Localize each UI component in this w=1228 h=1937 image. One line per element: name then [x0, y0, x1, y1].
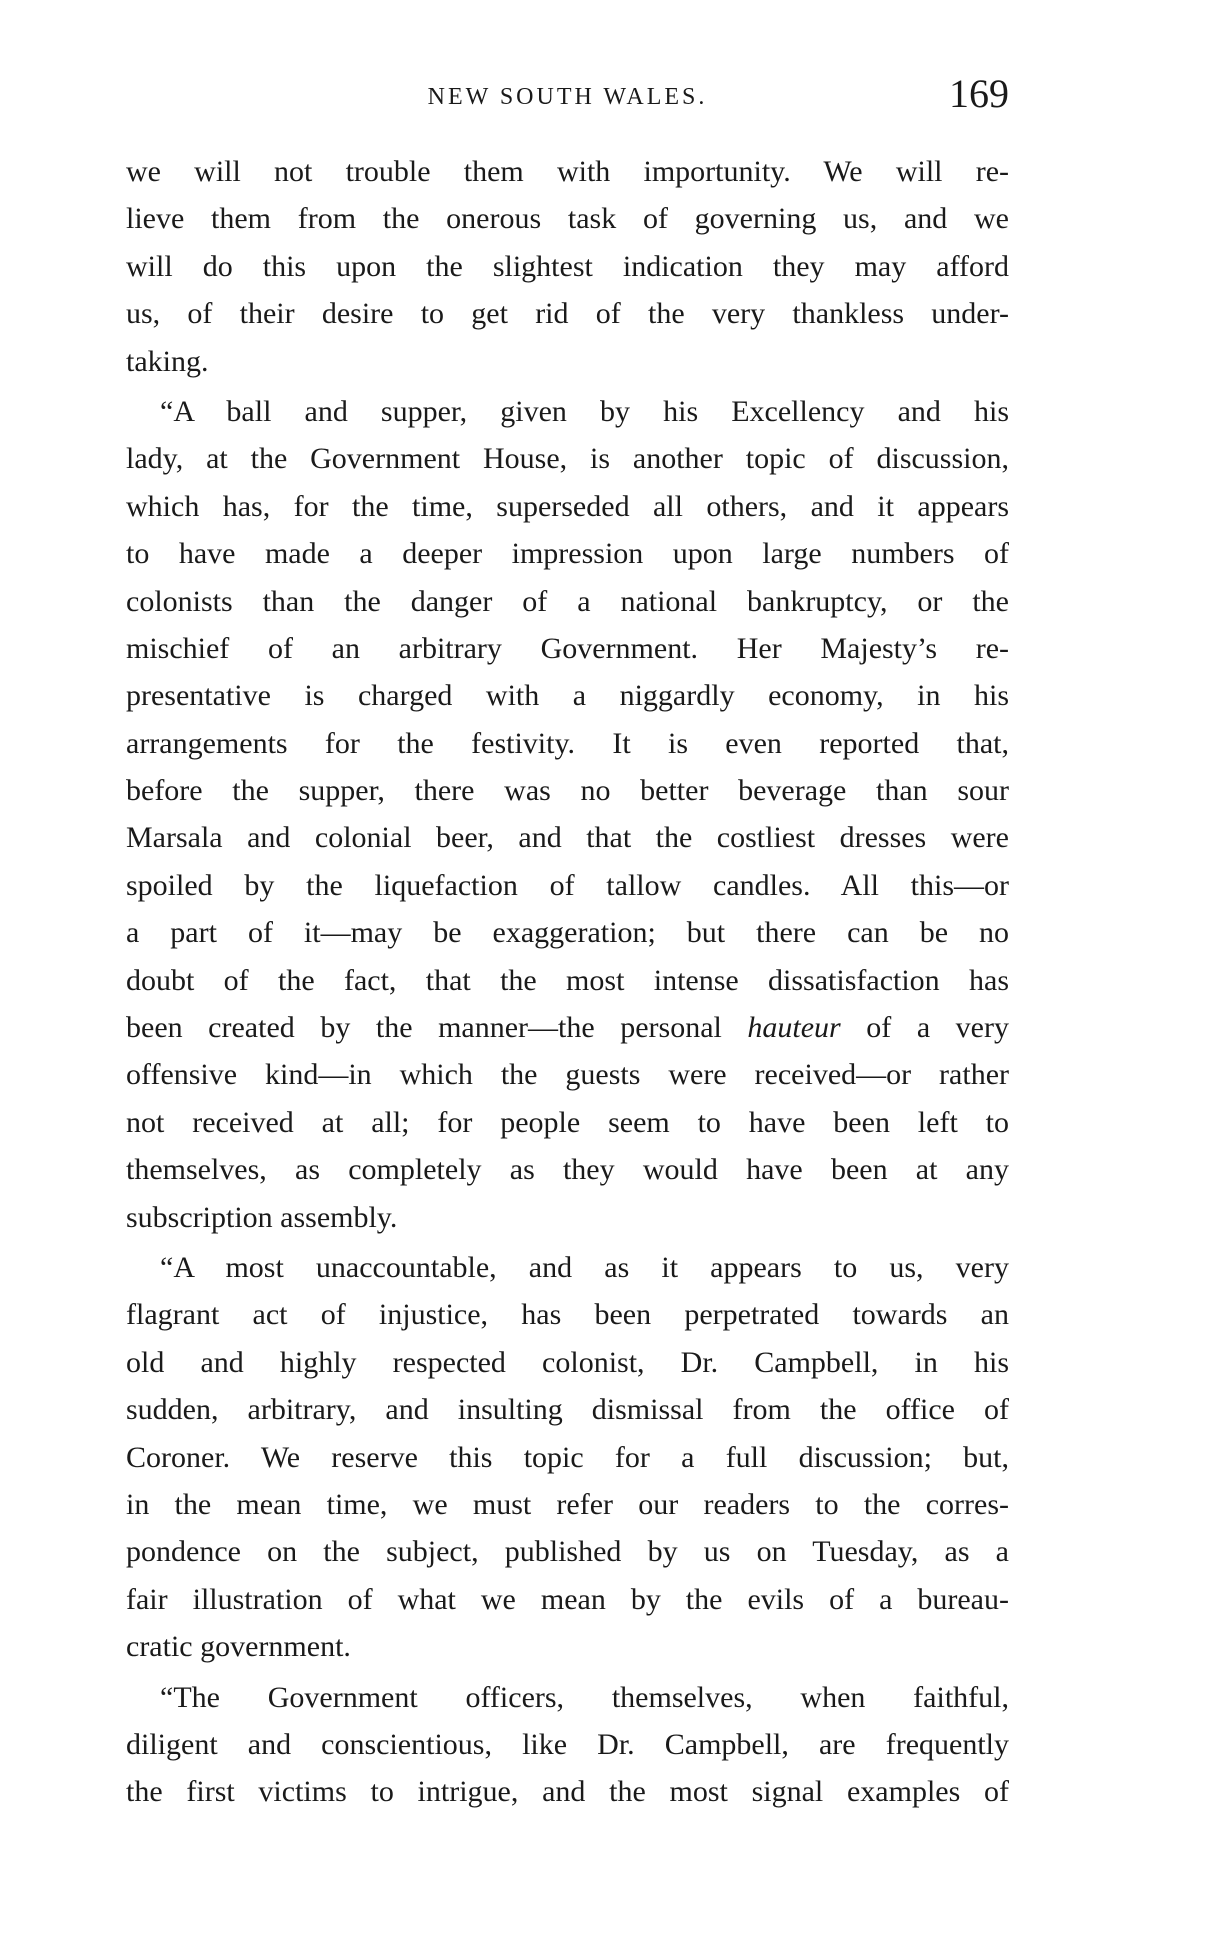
text-line: been created by the manner—the personal hauteur of a very — [126, 1011, 1009, 1045]
running-head — [126, 70, 1009, 120]
text-line: pondence on the subject, published by us on Tuesday, as a — [126, 1535, 1009, 1569]
text-line: the first victims to intrigue, and the most signal examples of — [126, 1775, 1009, 1809]
text-line: doubt of the fact, that the most intense dissatisfaction has — [126, 963, 1009, 997]
page-number: 169 — [949, 71, 1009, 116]
text-line: us, of their desire to get rid of the very thankless under- — [126, 297, 1009, 331]
text-line: subscription assembly. — [126, 1200, 398, 1234]
text-line: Marsala and colonial beer, and that the costliest dresses were — [126, 821, 1009, 855]
paragraph — [126, 388, 1009, 1241]
text-line: not received at all; for people seem to have been left to — [126, 1105, 1009, 1139]
text-line: spoiled by the liquefaction of tallow candles. All this—or — [126, 868, 1009, 902]
text-line: to have made a deeper impression upon large numbers of — [126, 537, 1009, 571]
text-line: lieve them from the onerous task of governing us, and we — [126, 202, 1009, 236]
paragraph — [126, 1244, 1009, 1671]
text-line: “A most unaccountable, and as it appears to us, very — [160, 1250, 1009, 1284]
text-line: “A ball and supper, given by his Excellency and his — [160, 394, 1009, 428]
text-line: in the mean time, we must refer our readers to the corres- — [126, 1487, 1009, 1521]
paragraph — [126, 1674, 1009, 1816]
text-line: old and highly respected colonist, Dr. Campbell, in his — [126, 1345, 1009, 1379]
paragraph — [126, 148, 1009, 385]
text-line: taking. — [126, 344, 209, 378]
text-line: themselves, as completely as they would have been at any — [126, 1153, 1009, 1187]
text-line: colonists than the danger of a national bankruptcy, or the — [126, 584, 1009, 618]
text-line: mischief of an arbitrary Government. Her Majesty’s re- — [126, 631, 1009, 665]
text-line: fair illustration of what we mean by the evils of a bureau- — [126, 1582, 1009, 1616]
text-line: “The Government officers, themselves, when faithful, — [160, 1680, 1009, 1714]
body-text — [126, 148, 1009, 1816]
text-line: cratic government. — [126, 1630, 351, 1664]
text-line: arrangements for the festivity. It is even reported that, — [126, 726, 1009, 760]
text-line: presentative is charged with a niggardly economy, in his — [126, 679, 1009, 713]
text-line: a part of it—may be exaggeration; but there can be no — [126, 916, 1009, 950]
running-title: NEW SOUTH WALES. — [427, 84, 708, 110]
text-line: diligent and conscientious, like Dr. Campbell, are frequently — [126, 1727, 1009, 1761]
text-line: sudden, arbitrary, and insulting dismissal from the office of — [126, 1393, 1009, 1427]
text-line: flagrant act of injustice, has been perpetrated towards an — [126, 1298, 1009, 1332]
text-line: we will not trouble them with importunity. We will re- — [126, 155, 1009, 188]
text-line: which has, for the time, superseded all others, and it appears — [126, 489, 1009, 523]
text-line: offensive kind—in which the guests were received—or rather — [126, 1058, 1009, 1092]
text-line: lady, at the Government House, is another topic of discussion, — [126, 442, 1009, 476]
italic-word: hauteur — [747, 1011, 841, 1045]
text-line: Coroner. We reserve this topic for a full discussion; but, — [126, 1440, 1009, 1474]
text-line: before the supper, there was no better beverage than sour — [126, 774, 1009, 808]
text-line: will do this upon the slightest indication they may afford — [126, 249, 1009, 283]
